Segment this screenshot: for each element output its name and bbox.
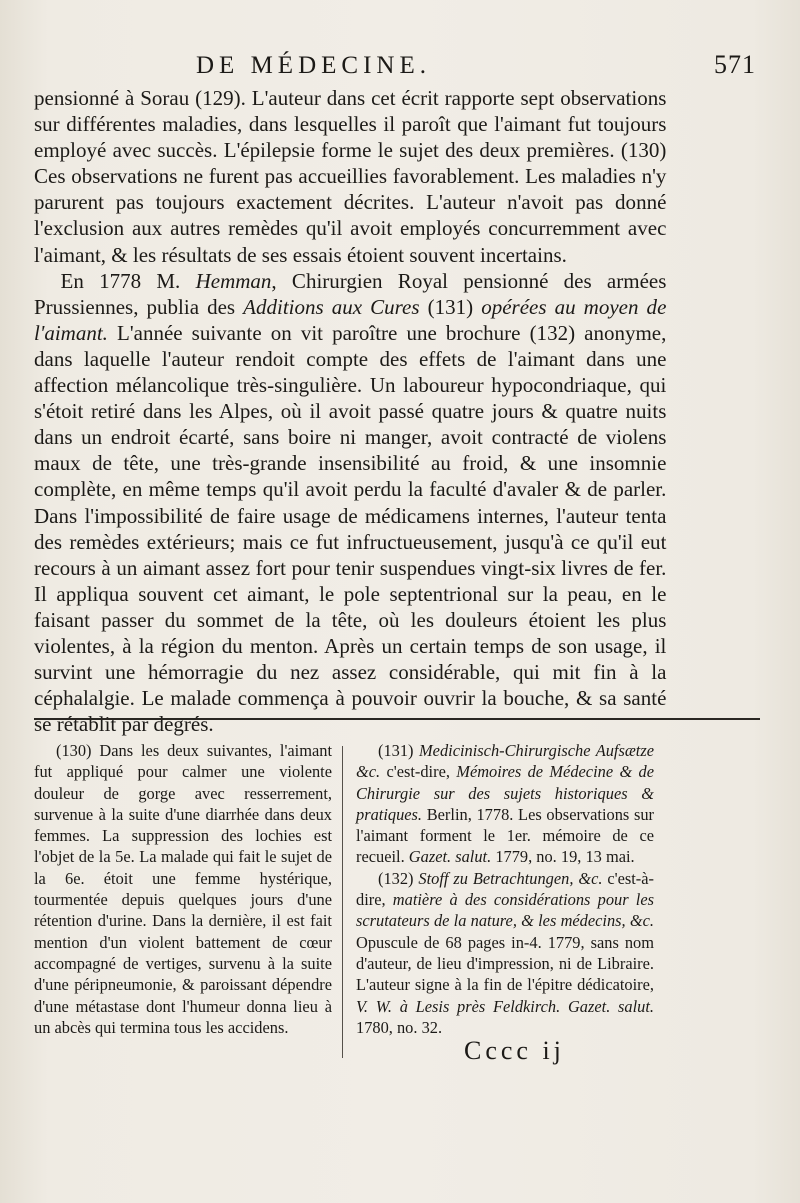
footnote-132 bbox=[356, 868, 654, 1038]
footnote-130: (130) Dans les deux suivantes, l'aimant fut appliqué pour calmer une violente douleur de gorge avec resserrement, survenue à la suite d'une diarrhée dans deux femmes. La suppression des lochies est l'objet de la 5e. La malade qui fait le sujet de la 6e. étoit une femme hystérique, tourmentée depuis quelques jours d'une rétention d'urine. Dans la dernière, il est fait mention d'un violent battement de cœur accompagné de vertiges, survenu à la suite d'une péripneumonie, & paroissant dépendre d'une métastase dont l'humeur donna lieu à un abcès qui termina tous les accidens. bbox=[34, 741, 332, 1037]
text-run: 1780, no. 32. bbox=[356, 1017, 443, 1037]
footnote-column-left bbox=[34, 740, 332, 1038]
paragraph bbox=[34, 269, 666, 739]
text-run: Opuscule de 68 pages in-4. 1779, sans nom d'auteur, de lieu d'impression, ni de Libraire. L'auteur signe à la fin de l'épitre dédicatoire, bbox=[356, 932, 654, 995]
person-name: Hemman bbox=[195, 270, 272, 293]
note-number: (131) bbox=[378, 741, 420, 760]
note-number: (132) bbox=[378, 868, 419, 888]
work-title: Additions aux Cures bbox=[243, 296, 420, 319]
main-text bbox=[34, 86, 666, 738]
text-run: c'est-dire, bbox=[380, 762, 457, 782]
work-title: Medicinisch-Chirurgische Aufsætze &c. bbox=[356, 741, 654, 782]
column-divider bbox=[342, 746, 343, 1058]
paragraph: pensionné à Sorau (129). L'auteur dans cet écrit rapporte sept observations sur différentes maladies, dans lesquelles il paroît que l'aimant fut toujours employé avec succès. L'épilepsie forme le sujet des deux premières. (130) Ces observations ne furent pas accueillies favorablement. Les maladies n'y parurent pas toujours exactement décrites. L'auteur n'avoit pas donné l'exclusion aux autres remèdes qu'il avoit employés concurremment avec l'aimant, & les résultats de ses essais étoient souvent incertains. bbox=[34, 88, 667, 267]
text-run: c'est-à-dire, bbox=[356, 868, 654, 910]
text-run: 1779, no. 19, 13 mai. bbox=[491, 847, 635, 867]
signer: V. W. à Lesis près Feldkirch. bbox=[356, 996, 561, 1016]
text-run: Berlin, 1778. Les observations sur l'aimant forment le 1er. mémoire de ce recueil. bbox=[356, 804, 654, 867]
footnote-131 bbox=[356, 740, 654, 868]
running-title: DE MÉDECINE. bbox=[196, 52, 431, 79]
text-run: (131) bbox=[419, 296, 482, 319]
source: Gazet. salut. bbox=[408, 847, 492, 867]
source: Gazet. salut. bbox=[567, 996, 654, 1016]
text-run: L'année suivante on vit paroître une brochure (132) anonyme, dans laquelle l'auteur rendoit compte des effets de l'aimant dans une affection mélancolique très-singulière. Un laboureur hypocondriaque, qui s'étoit retiré dans les Alpes, où il avoit passé quatre jours & quatre nuits dans un endroit écarté, sans boire ni manger, avoit contracté de violens maux de tête, une très-grande insensibilité au froid, & une insomnie complète, en même temps qu'il avoit perdu la faculté d'avaler & de parler. Dans l'impossibilité de faire usage de médicamens internes, l'auteur tenta des remèdes extérieurs; mais ce fut infructueusement, jusqu'à ce qu'il eut recours à un aimant assez fort pour tenir suspendues vingt-six livres de fer. Il appliqua souvent cet aimant, le pole septentrional sur la peau, en le faisant passer du sommet de la tête, où les douleurs étoient les plus violentes, à la région du menton. Après un certain temps de son usage, il survint une hémorragie du nez assez considérable, qui mit fin à la céphalalgie. Le malade commença à pouvoir ouvrir la bouche, & sa santé se rétablit par degrés. bbox=[34, 322, 667, 737]
page-header bbox=[36, 48, 756, 88]
work-title: Mémoires de Médecine & de Chirurgie sur des sujets historiques & pratiques. bbox=[356, 762, 655, 824]
text-run: , Chirurgien Royal pensionné des armées Prussiennes, publia des bbox=[34, 270, 667, 319]
work-title: opérées au moyen de l'aimant. bbox=[34, 296, 667, 345]
work-title: matière à des considérations pour les scrutateurs de la nature, & les médecins, &c. bbox=[356, 890, 655, 931]
page-number: 571 bbox=[714, 50, 756, 79]
signature-mark: Cccc ij bbox=[464, 1036, 565, 1065]
work-title: Stoff zu Betrachtungen, &c. bbox=[418, 868, 603, 888]
text-run bbox=[560, 997, 568, 1016]
footnote-rule bbox=[34, 718, 760, 720]
text-run: En 1778 M. bbox=[60, 270, 196, 293]
footnote-column-right bbox=[356, 740, 654, 1038]
footnotes bbox=[34, 740, 760, 1070]
